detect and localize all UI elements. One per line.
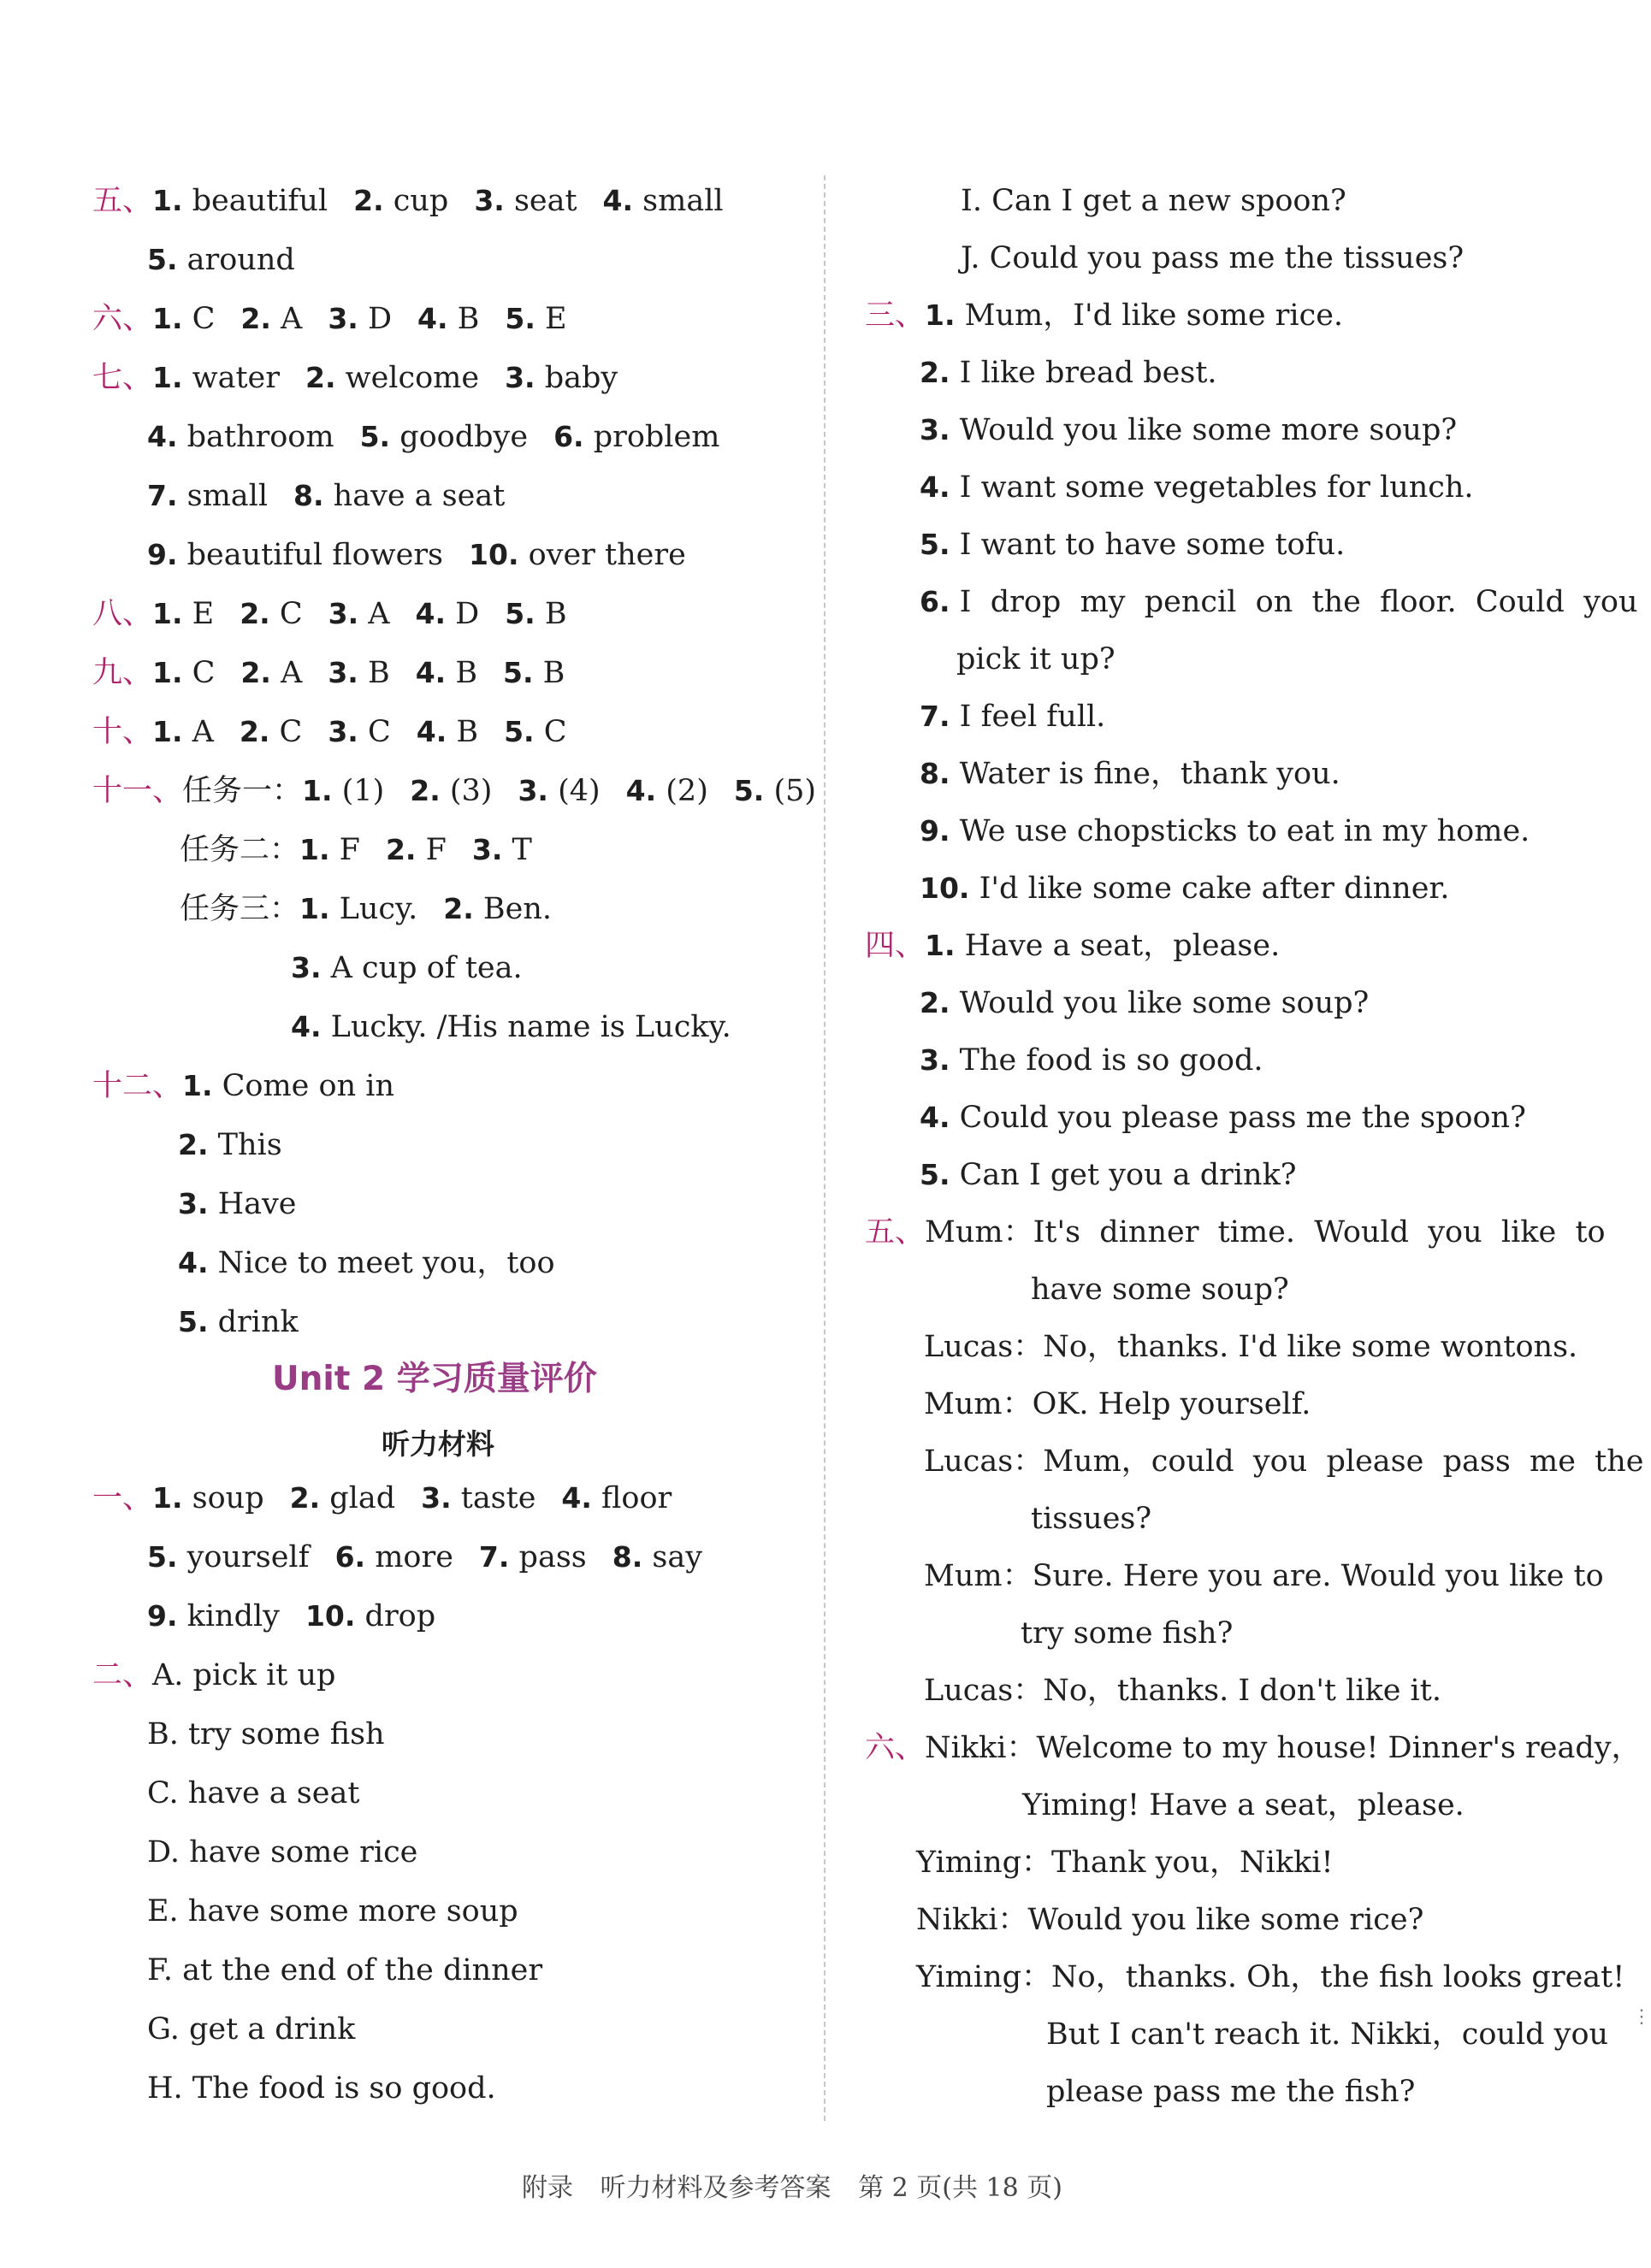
right-column-line: [924, 1326, 1577, 1368]
item-text: I want to have some tofu.: [950, 528, 1346, 562]
item-number: 2.: [385, 833, 417, 866]
item-number: 4.: [602, 184, 634, 217]
item-number: 2.: [289, 1481, 321, 1515]
item-text: Nikki：Would you like some rice?: [916, 1903, 1424, 1937]
item-text: problem: [583, 420, 720, 454]
left-column-line: [178, 1301, 299, 1344]
left-column-line: [92, 298, 567, 340]
item-number: 1.: [152, 715, 183, 748]
item-text: small: [177, 479, 269, 513]
right-column-line: [916, 1841, 1334, 1884]
item-text: welcome: [335, 361, 480, 395]
item-number: 5.: [920, 528, 950, 561]
item-number: 4.: [417, 302, 448, 335]
item-number: 1.: [182, 1069, 213, 1102]
item-number: 2.: [410, 774, 441, 807]
task-label: 任务一：: [182, 774, 303, 808]
item-number: 2.: [240, 302, 271, 335]
column-divider: [824, 175, 826, 2121]
item-number: 5.: [920, 1158, 950, 1191]
right-column-line: [920, 1039, 1263, 1082]
item-number: 3.: [291, 951, 322, 984]
item-text: Would you like some more soup?: [950, 413, 1458, 447]
left-column-line: [147, 416, 719, 458]
item-number: 5.: [504, 715, 535, 748]
item-text: E: [182, 597, 215, 631]
item-text: I want some vegetables for lunch.: [950, 470, 1474, 505]
section-number: 十一、: [92, 774, 183, 808]
left-column-line: [147, 1949, 542, 1992]
item-text: Can I get you a drink?: [950, 1158, 1297, 1192]
right-column-line: [961, 237, 1464, 280]
item-text: Yiming! Have a seat，please.: [1022, 1788, 1465, 1822]
left-column-line: [291, 1006, 731, 1048]
left-column-line: [92, 593, 567, 635]
item-number: 5.: [505, 302, 536, 335]
section-number: 三、: [865, 298, 926, 333]
item-text: C: [269, 715, 303, 749]
left-column-line: [147, 475, 505, 517]
left-column-line: [178, 1183, 297, 1226]
item-text: The food is so good.: [950, 1043, 1263, 1078]
item-text: Water is fine，thank you.: [950, 757, 1340, 791]
item-number: 4.: [415, 656, 447, 689]
item-number: 5.: [505, 597, 536, 630]
item-number: 2.: [920, 356, 950, 389]
item-text: small: [633, 184, 724, 218]
item-text: drink: [208, 1305, 299, 1339]
item-text: I'd like some cake after dinner.: [969, 871, 1450, 906]
section-number: 十二、: [92, 1069, 183, 1103]
left-column-line: [147, 2067, 496, 2110]
item-text: say: [642, 1540, 702, 1574]
item-number: 10.: [305, 1599, 356, 1633]
item-number: 3.: [328, 715, 358, 748]
item-number: 4.: [147, 420, 178, 453]
right-column-line: [920, 466, 1474, 509]
right-column-line: [920, 1154, 1297, 1196]
right-column-line: [916, 1899, 1423, 1941]
item-number: 2.: [920, 986, 950, 1019]
item-number: 3.: [328, 597, 359, 630]
left-column-line: [147, 239, 295, 281]
item-number: 3.: [920, 1043, 950, 1077]
item-text: A. pick it up: [152, 1658, 336, 1692]
right-column-line: [924, 1440, 1644, 1483]
right-column-line: [956, 638, 1115, 681]
right-column-line: [1021, 1612, 1233, 1655]
right-column-line: [920, 351, 1217, 394]
item-number: 4.: [920, 1101, 950, 1134]
item-number: 4.: [178, 1246, 209, 1279]
item-number: 10.: [920, 871, 970, 905]
right-column-line: [924, 1555, 1604, 1598]
item-text: more: [365, 1540, 453, 1574]
item-number: 4.: [561, 1481, 592, 1515]
left-column-line: [291, 947, 523, 989]
item-text: A: [270, 656, 303, 690]
left-column-line: [92, 770, 816, 812]
item-number: 4.: [415, 597, 447, 630]
item-text: B: [533, 656, 565, 690]
item-text: H. The food is so good.: [147, 2071, 496, 2106]
item-number: 3.: [505, 361, 536, 394]
right-column-line: [961, 180, 1346, 222]
item-text: This: [208, 1128, 282, 1162]
item-text: Lucas：No，thanks. I'd like some wontons.: [924, 1330, 1578, 1364]
right-column-line: [865, 1727, 1642, 1769]
item-number: 1.: [925, 929, 956, 962]
item-text: E. have some more soup: [147, 1894, 518, 1928]
section-number: 九、: [92, 656, 153, 690]
left-column-line: [180, 888, 552, 930]
item-text: Mum：It's dinner time. Would you like to: [925, 1215, 1606, 1249]
item-number: 3.: [328, 656, 358, 689]
item-number: 10.: [469, 538, 519, 571]
left-column-line: [178, 1242, 555, 1285]
item-text: Lucky. /His name is Lucky.: [321, 1010, 731, 1044]
item-text: I like bread best.: [950, 356, 1217, 390]
left-column-line: [92, 357, 618, 399]
item-text: We use chopsticks to eat in my home.: [950, 814, 1530, 848]
item-text: I feel full.: [950, 700, 1106, 734]
item-number: 5.: [147, 243, 178, 276]
item-text: taste: [451, 1481, 536, 1515]
item-text: try some fish?: [1021, 1616, 1234, 1651]
item-text: over there: [518, 538, 686, 572]
right-column-line: [865, 1211, 1606, 1254]
item-text: (5): [764, 774, 817, 808]
item-text: A: [358, 597, 390, 631]
section-number: 十、: [92, 715, 153, 749]
item-text: seat: [504, 184, 577, 218]
item-text: Lucas：No，thanks. I don't like it.: [924, 1674, 1441, 1708]
left-column-line: [147, 1890, 518, 1933]
right-column-line: [916, 1956, 1624, 1999]
item-text: B. try some fish: [147, 1717, 385, 1751]
left-column-line: [147, 1536, 702, 1579]
left-column-line: [92, 1065, 394, 1107]
item-text: water: [182, 361, 280, 395]
item-number: 6.: [920, 585, 950, 618]
item-text: pick it up?: [956, 642, 1115, 676]
item-text: But I can't reach it. Nikki，could you: [1046, 2017, 1609, 2052]
item-number: 7.: [478, 1540, 510, 1574]
right-column-line: [924, 1669, 1441, 1712]
item-text: F: [329, 833, 360, 867]
item-text: (4): [547, 774, 601, 808]
item-number: 1.: [299, 892, 330, 925]
item-number: 1.: [152, 184, 183, 217]
left-column-line: [147, 1772, 359, 1815]
item-number: 2.: [178, 1128, 209, 1161]
right-column-line: [924, 1383, 1311, 1426]
item-number: 8.: [612, 1540, 643, 1574]
item-text: baby: [535, 361, 618, 395]
item-number: 5.: [733, 774, 765, 807]
item-text: C: [269, 597, 303, 631]
item-number: 1.: [152, 656, 183, 689]
item-text: B: [358, 656, 390, 690]
right-column-line: [1046, 2013, 1608, 2056]
item-text: A: [182, 715, 214, 749]
item-text: F. at the end of the dinner: [147, 1953, 543, 1987]
item-text: J. Could you pass me the tissues?: [961, 241, 1465, 275]
section-number: 五、: [865, 1215, 926, 1249]
right-column-line: [920, 523, 1345, 566]
item-text: Come on in: [212, 1069, 394, 1103]
right-column-line: [865, 924, 1280, 967]
item-text: C: [182, 656, 216, 690]
section-number: 四、: [865, 929, 926, 963]
item-number: 1.: [925, 298, 956, 332]
item-number: 4.: [291, 1010, 322, 1043]
item-text: kindly: [177, 1599, 280, 1633]
item-number: 2.: [305, 361, 336, 394]
item-text: B: [446, 656, 478, 690]
item-number: 6.: [553, 420, 584, 453]
item-number: 1.: [152, 361, 183, 394]
item-text: Have a seat，please.: [955, 929, 1281, 963]
item-text: pass: [509, 1540, 587, 1574]
right-column-line: [1031, 1268, 1289, 1311]
item-number: 8.: [293, 479, 324, 512]
right-column-line: [920, 982, 1369, 1025]
item-text: T: [502, 833, 532, 867]
section-number: 一、: [92, 1481, 153, 1515]
task-label: 任务三：: [180, 892, 300, 926]
section-number: 七、: [92, 361, 153, 395]
item-number: 2.: [353, 184, 384, 217]
item-number: 5.: [503, 656, 534, 689]
left-column-line: [92, 1477, 672, 1520]
unit-title: Unit 2 学习质量评价: [272, 1360, 597, 1398]
item-text: Have: [208, 1187, 297, 1221]
right-column-line: [920, 581, 1638, 623]
item-number: 3.: [518, 774, 548, 807]
left-column-line: [92, 652, 565, 694]
item-number: 9.: [147, 538, 178, 571]
item-number: 3.: [178, 1187, 209, 1220]
item-number: 6.: [334, 1540, 366, 1574]
right-column-line: [1022, 1784, 1465, 1827]
item-text: C. have a seat: [147, 1776, 360, 1810]
listening-material-title: 听力材料: [382, 1427, 494, 1461]
item-number: 1.: [152, 1481, 183, 1515]
item-text: Mum：OK. Help yourself.: [924, 1387, 1311, 1421]
right-column-line: [1046, 2070, 1415, 2113]
item-number: 1.: [152, 302, 183, 335]
item-text: cup: [383, 184, 449, 218]
section-number: 六、: [92, 302, 153, 336]
item-number: 8.: [920, 757, 950, 790]
item-text: Mum，I'd like some rice.: [955, 298, 1344, 333]
item-number: 3.: [474, 184, 505, 217]
item-text: D: [358, 302, 393, 336]
item-number: 2.: [240, 597, 270, 630]
item-text: please pass me the fish?: [1046, 2075, 1416, 2109]
footer-page-number: 第 2 页(共 18 页): [858, 2173, 1062, 2203]
item-number: 5.: [147, 1540, 178, 1574]
item-text: (3): [440, 774, 493, 808]
left-column-line: [147, 2008, 355, 2051]
right-column-line: [920, 1096, 1526, 1139]
item-text: bathroom: [177, 420, 334, 454]
page-footer: [522, 2170, 1081, 2207]
right-column-line: [920, 753, 1340, 795]
item-number: 4.: [625, 774, 657, 807]
left-column-line: [147, 1595, 435, 1638]
item-text: Yiming：Thank you，Nikki!: [916, 1846, 1334, 1880]
item-number: 7.: [147, 479, 178, 512]
item-text: yourself: [177, 1540, 310, 1574]
item-text: Would you like some soup?: [950, 986, 1370, 1020]
item-text: D. have some rice: [147, 1835, 418, 1869]
footer-label: 附录: [522, 2173, 573, 2203]
left-column-line: [147, 1831, 417, 1874]
right-column-line: [1031, 1497, 1151, 1540]
right-column-line: [920, 695, 1105, 738]
item-number: 3.: [920, 413, 950, 446]
item-number: 5.: [178, 1305, 209, 1338]
right-column-line: [920, 409, 1457, 452]
item-text: (1): [332, 774, 385, 808]
item-text: Lucas：Mum，could you please pass me the: [924, 1444, 1644, 1479]
item-text: Mum：Sure. Here you are. Would you like to: [924, 1559, 1604, 1593]
item-text: Nikki：Welcome to my house! Dinner's ready，: [925, 1731, 1642, 1765]
item-text: goodbye: [390, 420, 529, 454]
item-text: beautiful: [182, 184, 328, 218]
item-text: Nice to meet you，too: [208, 1246, 555, 1280]
item-text: Could you please pass me the spoon?: [950, 1101, 1526, 1135]
left-column-line: [92, 1654, 335, 1697]
item-number: 4.: [416, 715, 447, 748]
item-text: A: [270, 302, 303, 336]
right-column-line: [920, 867, 1449, 910]
left-column-line: [92, 711, 567, 753]
item-text: B: [447, 302, 480, 336]
item-text: soup: [182, 1481, 264, 1515]
section-number: 五、: [92, 184, 153, 218]
footer-title: 听力材料及参考答案: [600, 2173, 831, 2203]
item-number: 2.: [240, 656, 271, 689]
item-text: B: [535, 597, 567, 631]
item-number: 2.: [239, 715, 270, 748]
item-number: 3.: [328, 302, 358, 335]
item-number: 3.: [471, 833, 503, 866]
item-number: 5.: [359, 420, 391, 453]
left-column-line: [178, 1124, 282, 1166]
item-number: 4.: [920, 470, 950, 504]
item-text: I. Can I get a new spoon?: [961, 184, 1346, 218]
item-text: floor: [591, 1481, 672, 1515]
left-column-line: [147, 534, 686, 576]
item-number: 9.: [147, 1599, 178, 1633]
section-number: 六、: [865, 1731, 926, 1765]
left-column-line: [180, 829, 532, 871]
left-column-line: [147, 1713, 385, 1756]
item-text: E: [535, 302, 567, 336]
right-column-line: [865, 294, 1343, 337]
item-text: I drop my pencil on the floor. Could you: [950, 585, 1638, 619]
item-text: C: [182, 302, 216, 336]
item-number: 3.: [421, 1481, 452, 1515]
item-text: drop: [355, 1599, 436, 1633]
item-text: Ben.: [473, 892, 553, 926]
item-number: 9.: [920, 814, 950, 848]
item-number: 2.: [443, 892, 474, 925]
margin-dots-icon: ⋮: [1632, 2006, 1651, 2028]
item-text: have a seat: [323, 479, 506, 513]
item-text: Lucy.: [329, 892, 418, 926]
item-text: G. get a drink: [147, 2012, 356, 2047]
item-text: beautiful flowers: [177, 538, 444, 572]
task-label: 任务二：: [180, 833, 300, 867]
section-number: 八、: [92, 597, 153, 631]
item-text: A cup of tea.: [321, 951, 523, 985]
item-text: B: [447, 715, 479, 749]
section-number: 二、: [92, 1658, 153, 1692]
item-text: tissues?: [1031, 1502, 1152, 1536]
item-text: C: [534, 715, 567, 749]
item-text: F: [416, 833, 447, 867]
item-text: around: [177, 243, 295, 277]
item-text: Yiming：No，thanks. Oh，the fish looks great!: [916, 1960, 1625, 1994]
item-number: 7.: [920, 700, 950, 733]
item-text: glad: [320, 1481, 396, 1515]
item-number: 1.: [152, 597, 183, 630]
item-text: D: [446, 597, 480, 631]
right-column-line: [920, 810, 1530, 853]
item-text: C: [358, 715, 391, 749]
left-column-line: [92, 180, 724, 222]
item-number: 1.: [302, 774, 333, 807]
item-number: 1.: [299, 833, 330, 866]
item-text: (2): [656, 774, 708, 808]
item-text: have some soup?: [1031, 1273, 1289, 1307]
